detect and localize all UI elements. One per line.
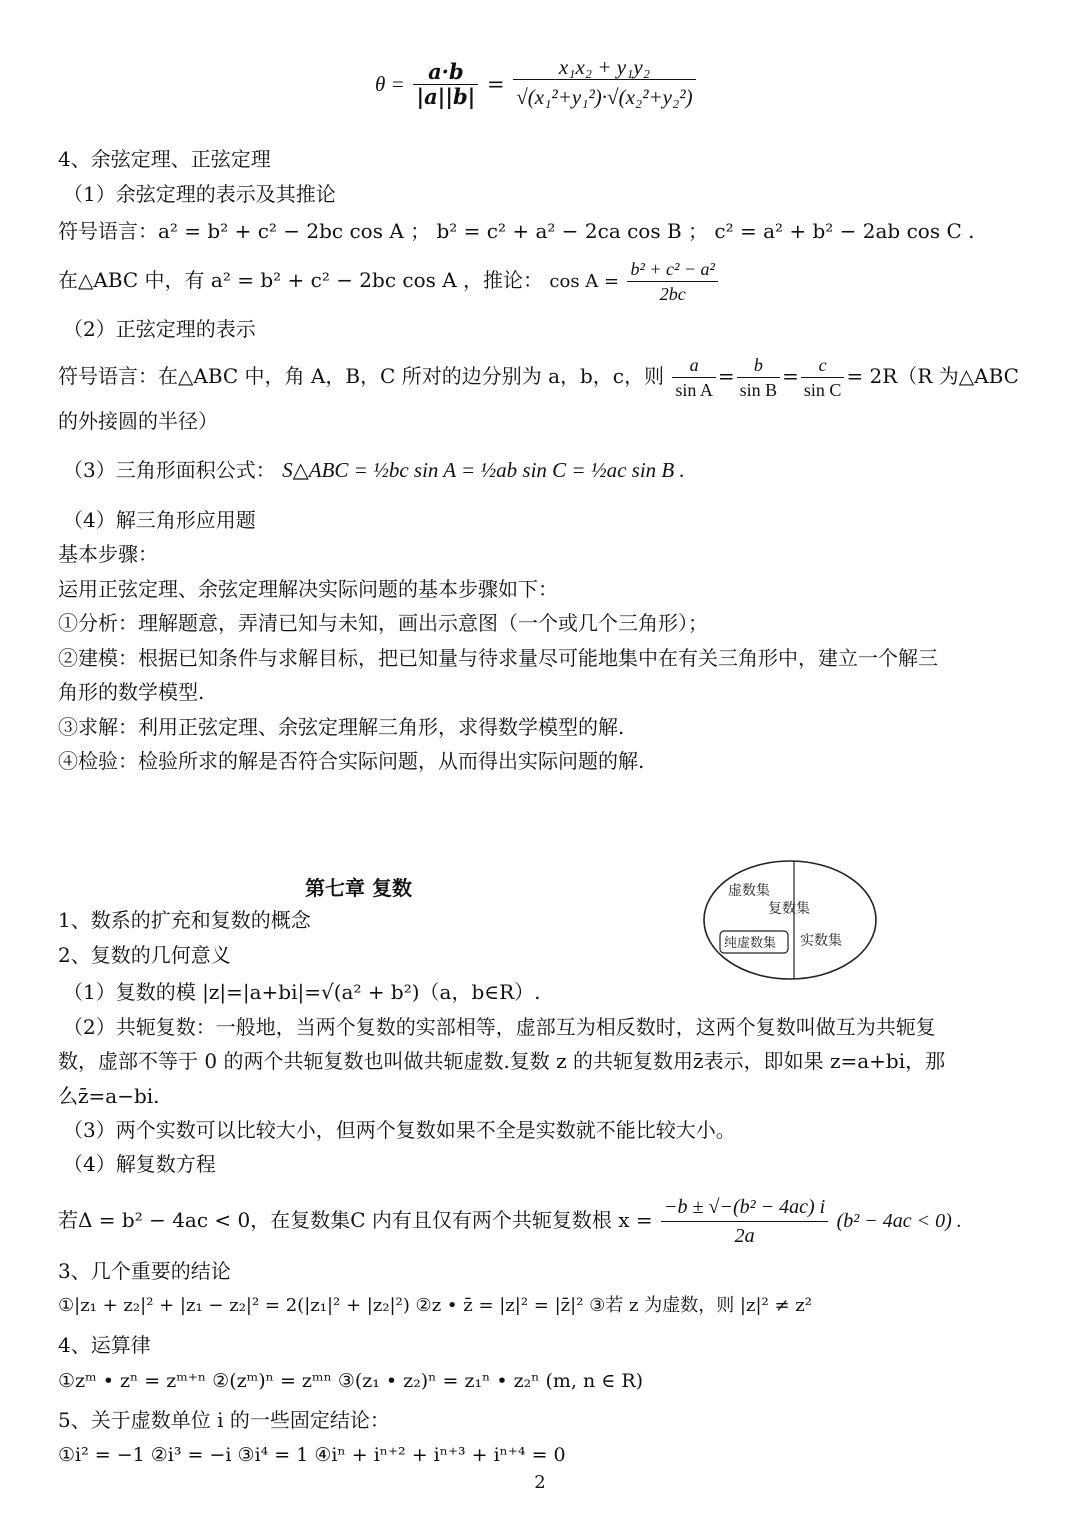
- item-2: 2、复数的几何意义: [58, 943, 231, 967]
- steps-intro: 运用正弦定理、余弦定理解决实际问题的基本步骤如下：: [58, 577, 558, 601]
- item-2-conjugate-c: 么z̄=a−bi.: [58, 1084, 160, 1108]
- item-2-conjugate-a: （2）共轭复数：一般地，当两个复数的实部相等，虚部互为相反数时，这两个复数叫做互为共轭复: [63, 1015, 936, 1039]
- item-2-equation: （4）解复数方程: [63, 1152, 216, 1176]
- application-heading: （4）解三角形应用题: [63, 508, 256, 532]
- cos-a-fraction: $\frac{\text{b² + c² − a²}}{2bc}$: [627, 257, 717, 306]
- number-set-diagram: [700, 857, 880, 983]
- item-4-rules: ①zᵐ • zⁿ = zᵐ⁺ⁿ ②(zᵐ)ⁿ = zᵐⁿ ③(z₁ • z₂)ⁿ = z₁ⁿ • z₂ⁿ (m, n ∈ R): [58, 1370, 644, 1392]
- step-solve: ③求解：利用正弦定理、余弦定理解三角形，求得数学模型的解.: [58, 715, 625, 739]
- chapter-title: 第七章 复数: [305, 876, 412, 900]
- sine-law-symbols: 符号语言：在△ABC 中，角 A，B，C 所对的边分别为 a，b，c，则 $\frac{a}{\text{sin A}}$ = $\frac{b}{\text{sin B}}$ = $\frac{c}{\text{sin C}}$ = 2R（R 为△ABC: [58, 355, 1019, 400]
- dot-over-norms: $\frac{a\cdot b}{|a||b|}$: [413, 60, 478, 109]
- basic-steps-label: 基本步骤：: [58, 542, 158, 566]
- item-5-conclusions: ①i² = −1 ②i³ = −i ③i⁴ = 1 ④iⁿ + iⁿ⁺² + iⁿ⁺³ + iⁿ⁺⁴ = 0: [58, 1444, 566, 1466]
- step-check: ④检验：检验所求的解是否符合实际问题，从而得出实际问题的解.: [58, 749, 645, 773]
- coord-fraction: $\frac{\text{x₁x₂ + y₁y₂}}{\text{√(x₁²+y₁²)·√(x₂²+y₂²)}}$: [513, 55, 695, 114]
- complex-root-fraction: $\frac{\text{−b ± √−(b² − 4ac) i}}{2a}$: [661, 1193, 828, 1250]
- page-number: 2: [534, 1472, 546, 1493]
- item-1: 1、数系的扩充和复数的概念: [58, 908, 311, 932]
- section-4-heading: 4、余弦定理、正弦定理: [58, 147, 271, 171]
- area-formula-line: （3）三角形面积公式： S△ABC = ½bc sin A = ½ab sin C = ½ac sin B .: [63, 458, 685, 482]
- angle-formula: θ = $\frac{a\cdot b}{|a||b|}$ = $\frac{\text{x₁x₂ + y₁y₂}}{\text{√(x₁²+y₁²)·√(x₂²+y₂²)}}$: [375, 55, 698, 114]
- sine-law-heading: （2）正弦定理的表示: [63, 317, 256, 341]
- pure-imag-label: 纯虚数集: [724, 936, 777, 951]
- cosine-law-heading: （1）余弦定理的表示及其推论: [63, 182, 336, 206]
- imag-set-label: 虚数集: [728, 883, 770, 899]
- item-2-conjugate-b: 数，虚部不等于 0 的两个共轭复数也叫做共轭虚数.复数 z 的共轭复数用z̄表示，即如果 z=a+bi，那: [58, 1049, 946, 1073]
- real-set-label: 实数集: [800, 933, 842, 949]
- item-3-conclusions: ①|z₁ + z₂|² + |z₁ − z₂|² = 2(|z₁|² + |z₂|²) ②z • z̄ = |z|² = |z̄|² ③若 z 为虚数，则 |z|² ≠ z²: [58, 1295, 812, 1316]
- item-3: 3、几个重要的结论: [58, 1259, 231, 1283]
- item-4: 4、运算律: [58, 1333, 151, 1357]
- formula-lhs: θ =: [375, 72, 405, 96]
- item-2-compare: （3）两个实数可以比较大小，但两个复数如果不全是实数就不能比较大小。: [63, 1118, 736, 1142]
- sine-ratio-b: $\frac{b}{\text{sin B}}$: [737, 353, 781, 402]
- cosine-corollary: 在△ABC 中，有 a² = b² + c² − 2bc cos A ，推论： cos A = $\frac{\text{b² + c² − a²}}{2bc}$: [58, 256, 720, 306]
- complex-set-label: 复数集: [768, 901, 810, 917]
- item-2-modulus: （1）复数的模 |z|=|a+bi|=√(a² + b²)（a，b∈R）.: [63, 980, 541, 1004]
- sine-ratio-a: $\frac{a}{\text{sin A}}$: [672, 353, 716, 402]
- step-analyze: ①分析：理解题意，弄清已知与未知，画出示意图（一个或几个三角形）；: [58, 611, 708, 635]
- diagram-ellipse: [704, 861, 876, 979]
- sine-law-line2: 的外接圆的半径）: [58, 409, 218, 433]
- step-model-cont: 角形的数学模型.: [58, 680, 205, 704]
- cosine-law-symbols: 符号语言：a² = b² + c² − 2bc cos A ； b² = c² + a² − 2ca cos B ； c² = a² + b² − 2ab cos C .: [58, 219, 975, 243]
- step-model: ②建模：根据已知条件与求解目标，把已知量与待求量尽可能地集中在有关三角形中，建立一个解三: [58, 646, 938, 670]
- complex-root-formula: 若Δ = b² − 4ac < 0，在复数集C 内有且仅有两个共轭复数根 x = $\frac{\text{−b ± √−(b² − 4ac) i}}{2a}$ (b² − 4ac < 0) .: [58, 1190, 962, 1251]
- sine-ratio-c: $\frac{c}{\text{sin C}}$: [801, 353, 845, 402]
- item-5: 5、关于虚数单位 i 的一些固定结论：: [58, 1408, 390, 1432]
